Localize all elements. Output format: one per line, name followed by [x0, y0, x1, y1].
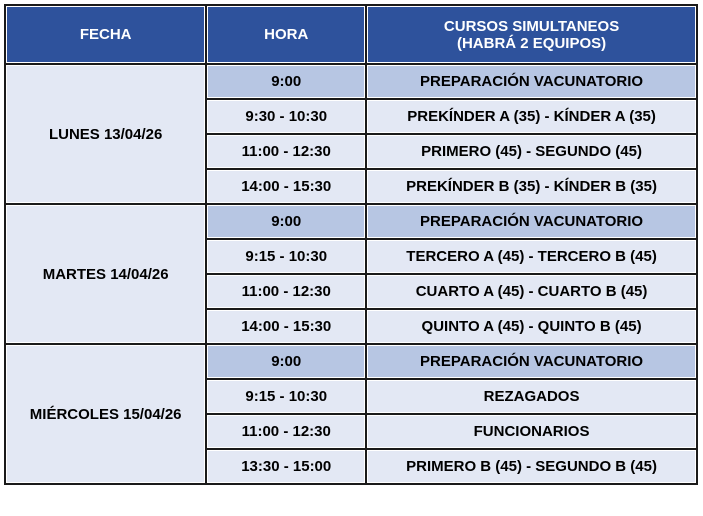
time-cell: 9:00	[207, 345, 365, 378]
day-date-cell: MARTES 14/04/26	[6, 205, 205, 343]
course-cell: PRIMERO B (45) - SEGUNDO B (45)	[367, 450, 696, 483]
header-courses-line2: (HABRÁ 2 EQUIPOS)	[456, 34, 607, 52]
course-cell: PREKÍNDER A (35) - KÍNDER A (35)	[367, 100, 696, 133]
time-cell: 9:30 - 10:30	[207, 100, 365, 133]
time-cell: 9:15 - 10:30	[207, 380, 365, 413]
course-cell: PREPARACIÓN VACUNATORIO	[367, 345, 696, 378]
time-cell: 11:00 - 12:30	[207, 275, 365, 308]
course-cell: PRIMERO (45) - SEGUNDO (45)	[367, 135, 696, 168]
course-cell: TERCERO A (45) - TERCERO B (45)	[367, 240, 696, 273]
time-cell: 11:00 - 12:30	[207, 415, 365, 448]
day-date-cell: LUNES 13/04/26	[6, 65, 205, 203]
day-date-cell: MIÉRCOLES 15/04/26	[6, 345, 205, 483]
header-courses	[367, 6, 696, 63]
course-cell: QUINTO A (45) - QUINTO B (45)	[367, 310, 696, 343]
course-cell: PREPARACIÓN VACUNATORIO	[367, 65, 696, 98]
time-cell: 9:15 - 10:30	[207, 240, 365, 273]
table-row	[6, 345, 696, 378]
course-cell: FUNCIONARIOS	[367, 415, 696, 448]
course-cell: CUARTO A (45) - CUARTO B (45)	[367, 275, 696, 308]
course-cell: PREKÍNDER B (35) - KÍNDER B (35)	[367, 170, 696, 203]
time-cell: 9:00	[207, 205, 365, 238]
header-courses-line1: CURSOS SIMULTANEOS	[443, 17, 620, 35]
table-row	[6, 205, 696, 238]
time-cell: 11:00 - 12:30	[207, 135, 365, 168]
header-row	[6, 6, 696, 63]
course-cell: REZAGADOS	[367, 380, 696, 413]
vaccination-schedule-table	[4, 4, 698, 485]
course-cell: PREPARACIÓN VACUNATORIO	[367, 205, 696, 238]
table-row	[6, 65, 696, 98]
time-cell: 14:00 - 15:30	[207, 310, 365, 343]
header-time: HORA	[207, 6, 365, 63]
time-cell: 9:00	[207, 65, 365, 98]
time-cell: 13:30 - 15:00	[207, 450, 365, 483]
header-date: FECHA	[6, 6, 205, 63]
time-cell: 14:00 - 15:30	[207, 170, 365, 203]
